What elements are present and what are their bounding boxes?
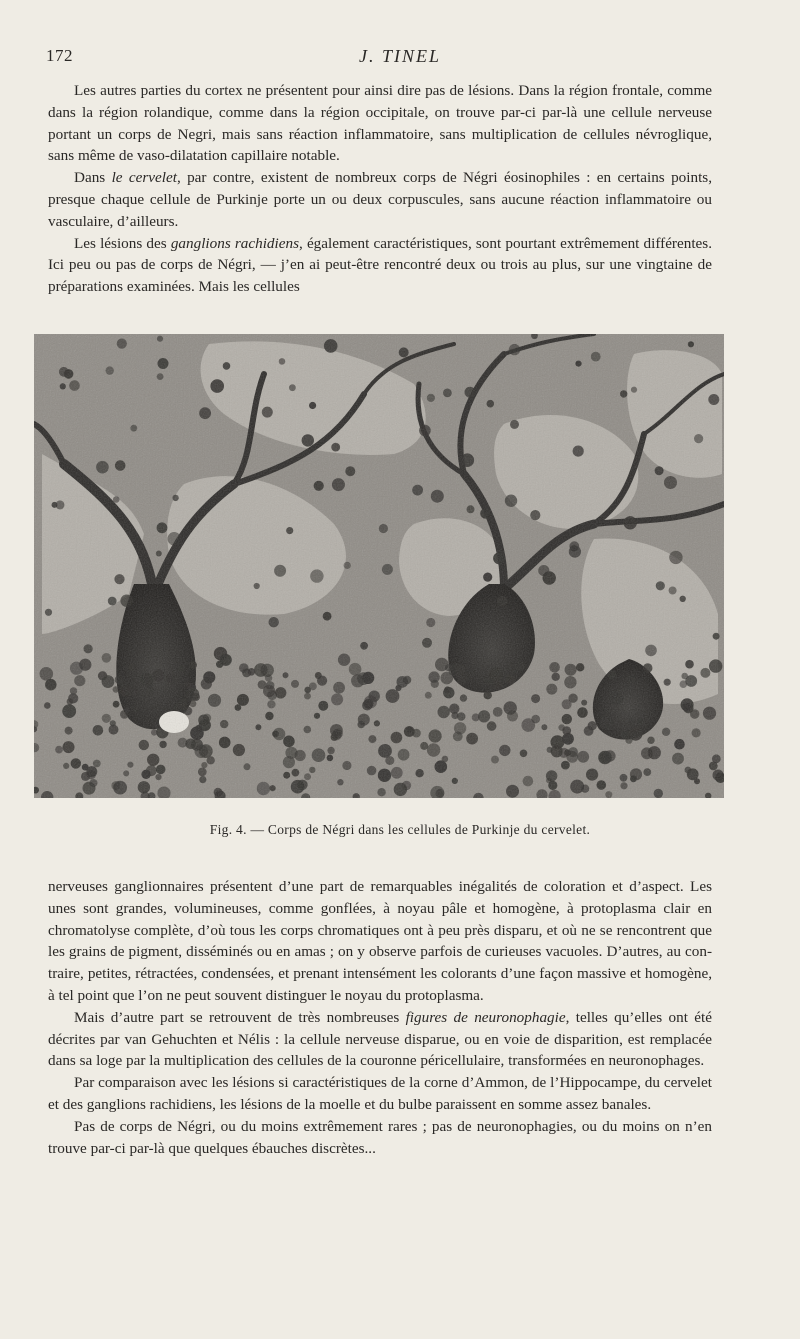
micrograph-figure xyxy=(34,334,724,798)
micrograph-image xyxy=(34,334,724,798)
body-text-bottom xyxy=(48,876,712,1159)
italic-cervelet: le cervelet xyxy=(111,169,177,187)
figure-caption: Fig. 4. — Corps de Négri dans les cellules de Purkinje du cervelet. xyxy=(209,822,591,837)
paragraph-ganglion-cells: nerveuses ganglionnaires présentent d’une part de remarquables inégalités de coloration et d’aspect. Les unes sont grandes, volumineuses, comme gonflées, à noyau pâle et homogène, à protoplasma clair en chromatolyse complète, d’où tous les corps chromatiques ont à peu près disparu, et où ne se rencontrent que les grains de pigment, disséminés ou en amas ; on y observe parfois de curieuses vacuoles. D’autres, au contraire, petites, rétractées, condensées, et prenant intensément les colorants d’une façon massive et homogène, à tel point que l’on ne peut souvent distinguer le noyau du protoplasma. xyxy=(48,878,712,1004)
running-title: J. TINEL xyxy=(358,46,441,66)
paragraph-cortex: Les autres parties du cortex ne présentent pour ainsi dire pas de lésions. Dans la région frontale, comme dans la région rolandique, comme dans la région occipitale, on trouve par-ci par-là une cellule nerveuse portant un corps de Negri, mais sans réaction inflammatoire, sans multiplication de cellules névroglique, sans même de vaso-dilatation capillaire notable. xyxy=(48,82,712,165)
paragraph-moelle: Pas de corps de Négri, ou du moins extrêmement rares ; pas de neuronophagies, ou du moins on n’en trouve par-ci par-là que quelques ébauches discrètes... xyxy=(48,1117,712,1157)
italic-neuronophagie: figures de neuronophagie xyxy=(405,1008,566,1026)
paragraph-ganglions: Les lésions des ganglions rachidiens, également caractéristiques, sont pourtant extrêmement différentes. Ici peu ou pas de corps de Négri, — j’en ai peut-être rencontré deux ou trois au plus, sur une vingtaine de préparations examinées. Mais les cellules xyxy=(48,234,712,296)
italic-ganglions: ganglions rachidiens xyxy=(170,234,299,252)
paragraph-cervelet: Dans le cervelet, par contre, existent de nombreux corps de Négri éosinophiles : en certains points, presque chaque cellule de Purkinje porte un ou deux corpuscules, sans aucune réaction inflammatoire ou vasculaire, d’ailleurs. xyxy=(48,169,712,230)
page-number: 172 xyxy=(46,46,73,65)
body-text-top xyxy=(48,80,712,298)
paragraph-comparaison: Par comparaison avec les lésions si caractéristiques de la corne d’Ammon, de l’Hippocampe, du cervelet et des ganglions rachidiens, les lésions de la moelle et du bulbe paraissent en somme assez banales. xyxy=(48,1074,712,1113)
paragraph-neuronophagie: Mais d’autre part se retrouvent de très nombreuses figures de neuronophagie, telles qu’elles ont été décrites par van Gehuchten et Nélis : la cellule nerveuse disparue, ou en voie de disparition, est remplacée dans sa loge par la multiplication des cellules de la couronne péricellulaire, transformées en neuronophages. xyxy=(48,1008,712,1070)
